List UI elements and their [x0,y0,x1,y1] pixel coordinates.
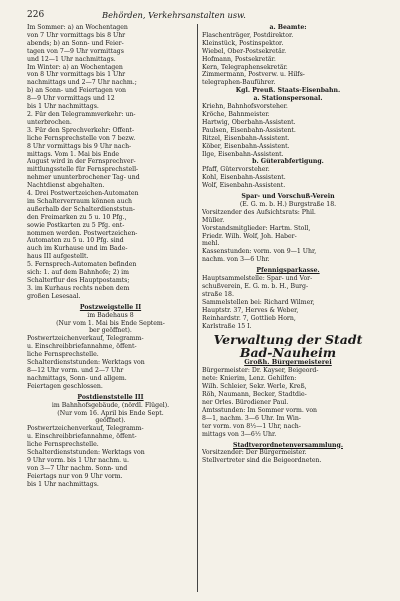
text-line: und 12—1 Uhr nachmittags. [27,55,116,63]
text-line: mittags. Vom 1. Mai bis Ende [27,150,120,158]
text-line: im Bahnhofsgebäude, (nördl. Flügel). [51,401,170,409]
page-number: 226 [27,10,45,20]
section-heading: Verwaltung der Stadt [213,333,363,347]
text-line: 4. Drei Postwertzeichen-Automaten [27,190,139,198]
text-line: abends; b) an Sonn- und Feier- [27,39,124,47]
text-line: nachmittags, Sonn- und allgem. [27,374,127,382]
text-line: Feiertags nur von 9 Uhr vorm. [27,472,123,480]
right-column [202,24,374,592]
text-line: nete: Knierim, Lenz. Gehilfen: [202,375,297,383]
text-line: Kleinstück, Postinspektor. [202,39,284,47]
text-line: 9 Uhr vorm. bis 1 Uhr nachm. u. [27,456,129,464]
text-line: Müller. [202,216,225,224]
section-heading: Spar- und Vorschuß-Verein [241,193,335,201]
section-heading: Kgl. Preuß. Staats-Eisenbahn. [235,87,341,95]
running-title: Behörden, Verkehrsanstalten usw. [102,10,246,20]
text-line: den Freimarken zu 5 u. 10 Pfg., [27,213,127,221]
text-line: Reinhardstr. 7, Gottlieb Horn, [202,314,296,322]
section-heading: a. Stationspersonal. [253,95,323,103]
text-line: Röh, Naumann, Becker, Stadtdie- [202,391,307,399]
text-line: Stellvertreter sind die Beigeordneten. [202,457,322,465]
text-line: nachmittags und 2—7 Uhr nachm.; [27,79,137,87]
text-line: August wird in der Fernsprechver- [27,158,136,166]
text-line: 3. im Kurhaus rechts neben dem [27,284,130,292]
text-line: schußverein, E. G. m. b. H., Burg- [202,283,309,290]
text-line: Kröche, Bahnmeister. [202,110,270,118]
text-line: Im Sommer: a) an Wochentagen [27,24,128,31]
text-line: nehmer ununterbrochener Tag- und [27,174,140,182]
section-heading: a. Beamte: [269,24,307,31]
section-heading: Stadtverordnetenversammlung. [233,441,343,449]
text-line: Postwertzeichenverkauf, Telegramm- [27,335,144,343]
text-line: Nachtdienst abgehalten. [27,182,105,190]
text-line: Im Winter: a) an Wochentagen [27,63,123,71]
text-line: von 3—7 Uhr nachm. Sonn- und [27,464,128,472]
text-line: liche Fernsprechstelle von 7 bezw. [27,134,136,142]
text-line: Vorstandsmitglieder: Hartm. Stoll, [202,224,311,232]
text-line: liche Fernsprechstelle. [27,351,99,359]
text-line: sich: 1. auf dem Bahnhofe; 2) im [27,269,129,277]
section-heading: Pfennigsparkasse. [256,267,320,275]
text-line: Postwertzeichenverkauf, Telegramm- [27,425,144,433]
text-line: Hofmann, Postsekretär. [202,55,276,63]
text-line: haus III aufgestellt. [27,253,89,261]
left-column [27,24,194,592]
text-line: Karlstraße 15 I. [202,322,252,330]
text-line: Wolf, Eisenbahn-Assistent. [202,182,286,190]
text-line: b) an Sonn- und Feiertagen von [27,87,127,95]
text-line: nachm. von 3—6 Uhr. [202,256,270,264]
page-header [0,8,400,24]
text-line: Wiebel, Ober-Postsekretär. [202,47,287,55]
text-line: Sammelstellen bei: Richard Wilmer, [202,298,315,306]
text-line: Schalterdienststunden: Werktags von [27,359,145,367]
section-heading: b. Güterabfertigung. [252,158,324,166]
text-line: geöffnet). [95,417,126,425]
text-line: Kern, Telegraphensekretär. [202,63,288,71]
text-line: (E. G. m. b. H.) Burgstraße 18. [239,200,337,208]
text-line: telegraphen-Bauführer. [202,79,276,87]
text-line: Paulsen, Eisenbahn-Assistent. [202,126,296,134]
text-line: Pfaff, Gütervorsteher. [202,166,270,174]
text-line: Schalterdienststunden: Werktags von [27,449,145,457]
text-line: bis 1 Uhr nachmittags. [27,480,99,488]
text-line: Amtsstunden: Im Sommer vorm. von [202,406,318,414]
text-line: sowie Postkarten zu 5 Pfg. ent- [27,221,125,229]
text-line: ner Orles. Bürodiener Paul. [202,398,289,406]
text-line: u. Einschreibbriefannahme, öffent- [27,433,137,441]
text-line: Zimmermann, Postverw. u. Hilfs- [202,71,305,79]
text-line: u. Einschreibbriefannahme, öffent- [27,343,137,351]
text-line: auch im Kurhause und im Bade- [27,245,128,253]
text-line: Vorsitzender: Der Bürgermeister. [202,449,307,457]
section-heading: Großh. Bürgermeisterei [244,359,332,367]
text-line: Ritzel, Eisenbahn-Assistent. [202,134,290,142]
text-line: Kassenstunden: vorm. von 9—1 Uhr, [202,248,317,256]
text-line: Friedr. Wilh. Wolf, Joh. Haber- [202,232,297,240]
text-line: liche Fernsprechstelle. [27,441,99,449]
text-line: 8—9 Uhr vormittags und 12 [27,95,115,103]
text-line: Wilh. Schleier, Sekr. Werle, Kreß, [202,383,307,391]
text-line: 5. Fernsprech-Automaten befinden [27,261,137,269]
text-line: mehl. [202,240,220,248]
text-line: Kohl, Eisenbahn-Assistent. [202,174,286,182]
text-line: Schalterflur des Hauptpostamts; [27,277,130,284]
section-heading: Bad-Nauheim [239,346,337,360]
text-line: im Badehaus 8 [87,311,134,319]
text-line: im Schalterverraum können auch [27,197,133,205]
text-line: Kriehn, Bahnhofsvorsteher. [202,103,288,111]
text-line: (Nur vom 1. Mai bis Ende Septem- [56,319,165,327]
text-line: außerhalb der Schalterdienststun- [27,205,135,213]
text-line: Vorsitzender des Aufsichtsrats: Phil. [202,208,316,216]
text-line: tagen von 7—9 Uhr vormittags [27,47,124,55]
text-line: Flaschenträger, Postdirektor. [202,31,294,39]
text-line: 8—1, nachm. 3—6 Uhr. Im Win- [202,414,301,422]
text-line: Hartwig, Oberbahn-Assistent. [202,118,296,126]
text-line: Hauptstr. 37, Herves & Weber, [202,306,299,314]
text-line: ber geöffnet). [89,327,132,335]
text-line: Ilge, Eisenbahn-Assistent. [202,150,284,158]
text-line: (Nur vom 16. April bis Ende Sept. [57,409,164,417]
text-line: nommen werden. Postwertzeichen- [27,229,138,237]
text-line: 8 Uhr vormittags bis 9 Uhr nach- [27,142,132,150]
text-line: Feiertagen geschlossen. [27,382,103,390]
text-line: straße 18. [202,290,234,298]
column-divider [197,24,198,592]
text-line: Köber, Eisenbahn-Assistent. [202,142,290,150]
text-line: Bürgermeister: Dr. Kayser, Beigeord- [202,367,319,375]
section-heading: Postdienststelle III [77,393,144,401]
text-line: großen Lesesaal. [27,292,81,300]
text-line: ter vorm. von 8½—1 Uhr, nach- [202,422,301,430]
text-line: Automaten zu 5 u. 10 Pfg. sind [27,237,124,245]
text-line: von 7 Uhr vormittags bis 8 Uhr [27,31,126,39]
text-line: unterbrochen. [27,118,72,126]
text-line: mittlungsstelle für Fernsprechstell- [27,166,139,174]
text-line: 8—12 Uhr vorm. und 2—7 Uhr [27,366,124,374]
text-line: 2. Für den Telegrammverkehr: un- [27,110,136,118]
text-line: von 8 Uhr vormittags bis 1 Uhr [27,71,126,79]
section-heading: Postzweigstelle II [79,303,142,311]
text-line: 3. Für den Sprechverkehr: Öffent- [27,126,135,134]
text-line: Hauptsammelstelle: Spar- und Vor- [202,275,313,283]
text-line: mittags von 3—6½ Uhr. [202,430,277,438]
text-line: bis 1 Uhr nachmittags. [27,103,99,111]
